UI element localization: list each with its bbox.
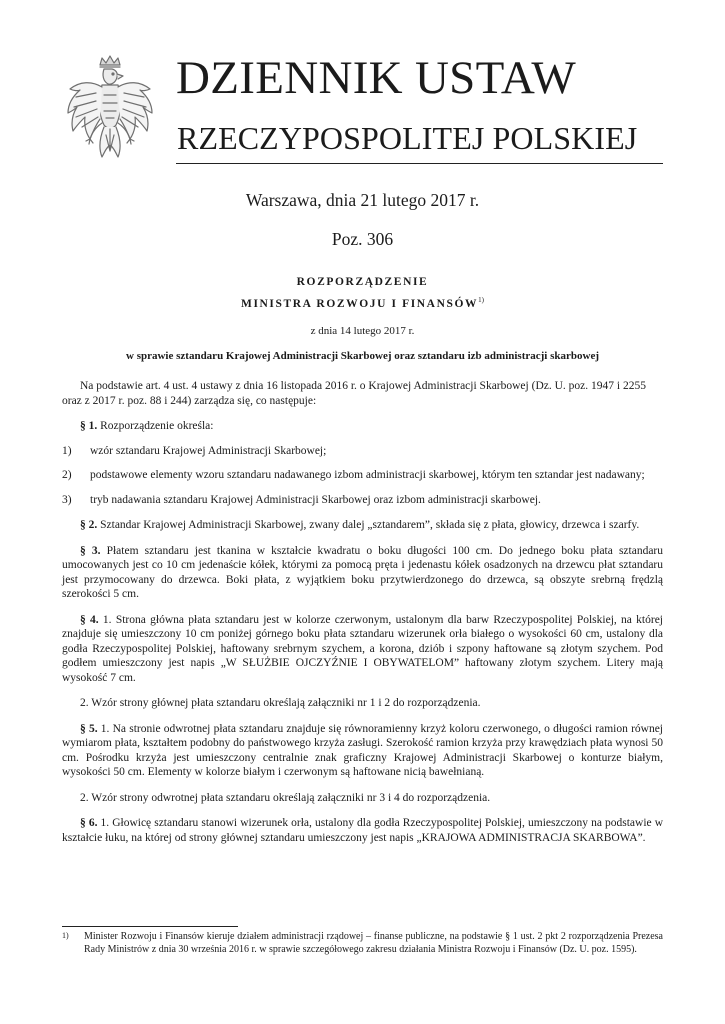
- footnote-text: Minister Rozwoju i Finansów kieruje działem administracji rządowej – finanse publiczne, na podstawie § 1 ust. 2 pkt 2 rozporządzenia Prezesa Rady Ministrów z dnia 30 września 2016 r. w sprawie szczegółowego zakresu działania Ministra Rozwoju i Finansów (Dz. U. poz. 1595).: [84, 931, 663, 955]
- list-item-text: wzór sztandaru Krajowej Administracji Skarbowej;: [90, 444, 327, 457]
- list-item: [62, 444, 663, 459]
- section-2: [62, 518, 663, 533]
- section-2-text: Sztandar Krajowej Administracji Skarbowej, zwany dalej „sztandarem”, składa się z płata, głowicy, drzewca i szarfy.: [97, 519, 640, 531]
- section-4-text: 1. Strona główna płata sztandaru jest w kolorze czerwonym, ustalonym dla barw Rzeczypospolitej Polskiej, na której znajduje się umieszczony 10 cm poniżej górnego boku płata sztandaru wizerunek orła białego o wysokości 60 cm, ustalony dla godła Rzeczypospolitej Polskiej, haftowany srebrnym szychem, a korona, dziób i szpony haftowane są złotym szychem. Pod godłem umieszczony jest napis „W SŁUŻBIE OJCZYŹNIE I OBYWATELOM” haftowany złotym szychem. Litery mają wysokość 7 cm.: [62, 613, 663, 684]
- section-1-text: Rozporządzenie określa:: [97, 420, 214, 432]
- act-date: z dnia 14 lutego 2017 r.: [310, 325, 415, 337]
- section-6: [62, 816, 663, 845]
- section-4-label: § 4.: [80, 613, 99, 626]
- footnote: [62, 930, 663, 956]
- list-item: [62, 468, 663, 483]
- preamble: [62, 379, 663, 408]
- list-item-number: 3): [62, 493, 72, 506]
- section-3-label: § 3.: [80, 544, 101, 557]
- preamble-line-1: Na podstawie art. 4 ust. 4 ustawy z dnia 16 listopada 2016 r. o Krajowej Administracji Skarbowej (Dz. U. poz. 1947 i 2255: [80, 380, 646, 392]
- section-3-text: Płatem sztandaru jest tkanina w kształcie kwadratu o boku długości 100 cm. Do jednego boku płata sztandaru umocowanych jest co 10 cm jedenaście kółek, którymi za pomocą pręta i jedenastu kółek osadzonych na drzewcu płat sztandaru jest przymocowany do drzewca. Boki płata, z wyjątkiem boku przytwierdzonego do drzewca, są obszyte srebrną frędzlą szerokości 5 cm.: [62, 544, 664, 600]
- act-authority: [0, 296, 725, 310]
- act-type: ROZPORZĄDZENIE: [296, 276, 429, 288]
- section-5-paragraph-2: 2. Wzór strony odwrotnej płata sztandaru określają załączniki nr 3 i 4 do rozporządzenia.: [80, 791, 491, 804]
- issue-date: Warszawa, dnia 21 lutego 2017 r.: [245, 190, 480, 210]
- section-5: [62, 722, 663, 780]
- section-1: [62, 419, 663, 434]
- section-3: [62, 544, 663, 602]
- section-4: [62, 613, 663, 686]
- section-5-label: § 5.: [80, 722, 98, 735]
- polish-eagle-emblem-icon: [62, 55, 158, 167]
- gazette-title: DZIENNIK USTAW: [176, 52, 577, 104]
- section-6-label: § 6.: [80, 817, 98, 829]
- preamble-line-2: oraz z 2017 r. poz. 88 i 244) zarządza się, co następuje:: [62, 394, 317, 407]
- issue-position: Poz. 306: [331, 229, 394, 249]
- list-item: [62, 493, 663, 508]
- header-divider: [176, 163, 663, 164]
- act-subject: w sprawie sztandaru Krajowej Administracji Skarbowej oraz sztandaru izb administracji skarbowej: [126, 350, 599, 362]
- section-2-label: § 2.: [80, 519, 98, 531]
- list-item-number: 1): [62, 444, 72, 457]
- footnote-divider: [62, 926, 238, 927]
- list-item-text: tryb nadawania sztandaru Krajowej Administracji Skarbowej oraz izbom administracji skarbowej.: [90, 493, 541, 506]
- list-item-text: podstawowe elementy wzoru sztandaru nadawanego izbom administracji skarbowej, którym ten sztandar jest nadawany;: [90, 469, 645, 481]
- section-6-text: 1. Głowicę sztandaru stanowi wizerunek orła, ustalony dla godła Rzeczypospolitej Polskiej, umieszczony na podstawie w kształcie łuku, na której od strony głównej sztandaru umieszczony jest napis „KRAJOWA ADMINISTRACJA SKARBOWA”.: [62, 817, 664, 844]
- gazette-subtitle: RZECZYPOSPOLITEJ POLSKIEJ: [177, 120, 638, 156]
- act-authority-text: MINISTRA ROZWOJU I FINANSÓW: [241, 297, 479, 310]
- section-5-text: 1. Na stronie odwrotnej płata sztandaru znajduje się równoramienny krzyż koloru czerwonego, o długości ramion równej wymiarom płata, kształtem podobny do państwowego krzyża zasługi. Szerokość ramion krzyża przy krawędziach płata wynosi 50 cm. Pośrodku krzyża jest umieszczony centralnie znak graficzny Krajowej Administracji Skarbowej o konturze białym, wysokości 50 cm. Elementy w kolorze białym i czerwonym są haftowane nicią bawełnianą.: [62, 722, 664, 778]
- section-4-paragraph-2: 2. Wzór strony głównej płata sztandaru określają załączniki nr 1 i 2 do rozporządzenia.: [80, 697, 481, 709]
- footnote-mark: 1): [62, 931, 69, 940]
- list-item-number: 2): [62, 469, 72, 481]
- section-1-label: § 1.: [80, 420, 98, 432]
- footnote-ref: 1): [478, 296, 484, 304]
- act-body: [62, 379, 663, 845]
